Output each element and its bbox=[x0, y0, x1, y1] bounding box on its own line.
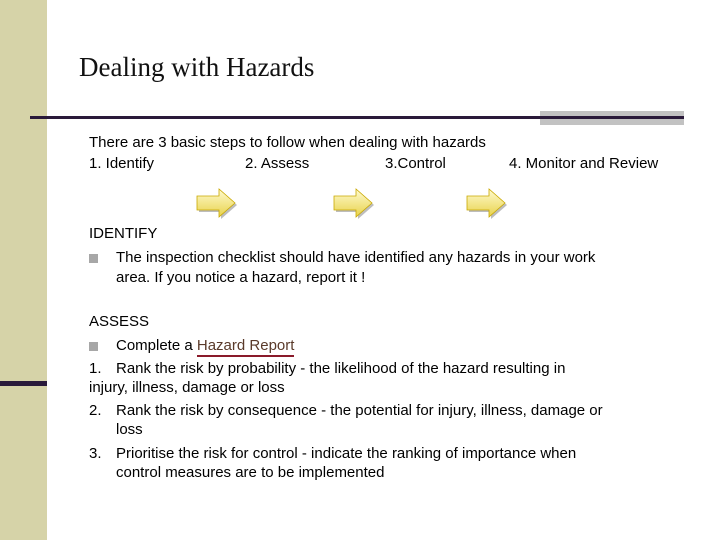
assess-heading: ASSESS bbox=[89, 313, 150, 330]
assess-item-3-line1: Prioritise the risk for control - indicate the ranking of importance when bbox=[116, 445, 577, 462]
left-bar-accent-line bbox=[0, 381, 47, 386]
title-divider bbox=[30, 116, 540, 119]
identify-bullet-line1: The inspection checklist should have identified any hazards in your work bbox=[116, 249, 596, 266]
assess-item-2-number: 2. bbox=[89, 402, 102, 419]
bullet-square-icon bbox=[89, 342, 98, 351]
identify-heading: IDENTIFY bbox=[89, 225, 158, 242]
assess-item-3-number: 3. bbox=[89, 445, 102, 462]
assess-item-2-line1: Rank the risk by consequence - the potential for injury, illness, damage or bbox=[116, 402, 603, 419]
title-divider-accent bbox=[540, 111, 684, 125]
assess-item-1-number: 1. bbox=[89, 360, 102, 377]
assess-item-1-line2: injury, illness, damage or loss bbox=[89, 379, 285, 396]
intro-text: There are 3 basic steps to follow when dealing with hazards bbox=[89, 134, 486, 151]
step-assess: 2. Assess bbox=[245, 155, 310, 172]
assess-bullet bbox=[89, 336, 709, 358]
assess-item-3 bbox=[89, 444, 709, 484]
steps-row bbox=[0, 155, 720, 177]
bullet-square-icon bbox=[89, 254, 98, 263]
assess-bullet-prefix: Complete a bbox=[116, 337, 197, 354]
step-monitor-review: 4. Monitor and Review bbox=[509, 155, 659, 172]
assess-item-1 bbox=[89, 359, 709, 399]
hazard-report-link[interactable]: Hazard Report bbox=[197, 337, 295, 357]
arrow-right-icon bbox=[332, 187, 374, 219]
assess-bullet-text bbox=[116, 336, 294, 356]
identify-bullet-line2: area. If you notice a hazard, report it ! bbox=[116, 269, 366, 286]
assess-item-2-line2: loss bbox=[116, 421, 143, 438]
arrow-right-icon bbox=[195, 187, 237, 219]
step-control: 3.Control bbox=[385, 155, 446, 172]
assess-item-2 bbox=[89, 401, 709, 441]
step-identify: 1. Identify bbox=[89, 155, 155, 172]
left-decorative-bar bbox=[0, 0, 47, 540]
assess-item-3-line2: control measures are to be implemented bbox=[116, 464, 385, 481]
slide-title: Dealing with Hazards bbox=[79, 52, 315, 82]
assess-item-1-line1: Rank the risk by probability - the likelihood of the hazard resulting in bbox=[116, 360, 566, 377]
identify-bullet bbox=[89, 248, 709, 288]
arrow-right-icon bbox=[465, 187, 507, 219]
